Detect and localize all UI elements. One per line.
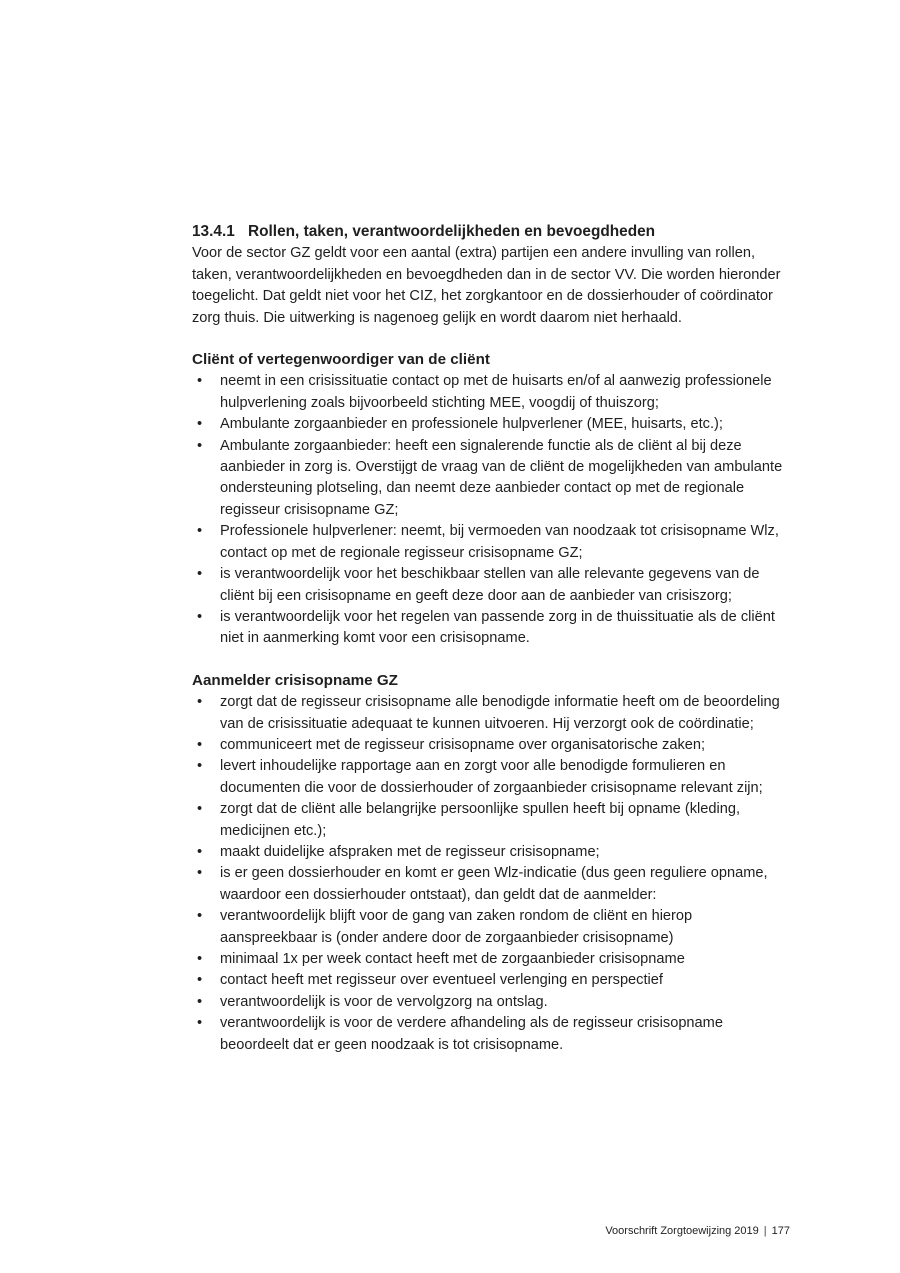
bullet-item: • is verantwoordelijk voor het beschikbaar stellen van alle relevante gegevens van de cliënt bij een crisisopname en geeft deze door aan de aanbieder van crisiszorg; (192, 564, 792, 607)
footer-separator: | (763, 1225, 767, 1237)
bullet-item: • verantwoordelijk is voor de verdere afhandeling als de regisseur crisisopname beoordeelt dat er geen noodzaak is tot crisisopname. (192, 1013, 792, 1056)
bullet-list (192, 692, 792, 1056)
bullet-list (192, 371, 792, 649)
page-footer (605, 1224, 790, 1238)
bullet-item: • zorgt dat de regisseur crisisopname alle benodigde informatie heeft om de beoordeling van de crisissituatie adequaat te kunnen uitvoeren. Hij verzorgt ook de coördinatie; (192, 692, 792, 735)
document-content (192, 221, 792, 1056)
bullet-item: • zorgt dat de cliënt alle belangrijke persoonlijke spullen heeft bij opname (kleding, medicijnen etc.); (192, 799, 792, 842)
bullet-item: • levert inhoudelijke rapportage aan en zorgt voor alle benodigde formulieren en documenten die voor de dossierhouder of zorgaanbieder crisisopname relevant zijn; (192, 756, 792, 799)
content-section (192, 670, 792, 1056)
bullet-item: • contact heeft met regisseur over eventueel verlenging en perspectief (192, 970, 792, 991)
bullet-item: • verantwoordelijk is voor de vervolgzorg na ontslag. (192, 992, 792, 1013)
bullet-item: • maakt duidelijke afspraken met de regisseur crisisopname; (192, 842, 792, 863)
content-section (192, 349, 792, 650)
bullet-item: • minimaal 1x per week contact heeft met de zorgaanbieder crisisopname (192, 949, 792, 970)
bullet-item: • Ambulante zorgaanbieder en professionele hulpverlener (MEE, huisarts, etc.); (192, 414, 792, 435)
bullet-item: • verantwoordelijk blijft voor de gang van zaken rondom de cliënt en hierop aanspreekbaar is (onder andere door de zorgaanbieder crisisopname) (192, 906, 792, 949)
bullet-item: • is verantwoordelijk voor het regelen van passende zorg in de thuissituatie als de cliënt niet in aanmerking komt voor een crisisopname. (192, 607, 792, 650)
section-title: Aanmelder crisisopname GZ (192, 671, 398, 689)
bullet-item: • Ambulante zorgaanbieder: heeft een signalerende functie als de cliënt al bij deze aanbieder in zorg is. Overstijgt de vraag van de cliënt de mogelijkheden van ambulante ondersteuning plotseling, dan neemt deze aanbieder contact op met de regionale regisseur crisisopname GZ; (192, 436, 792, 522)
bullet-item: • is er geen dossierhouder en komt er geen Wlz-indicatie (dus geen reguliere opname, waardoor een dossierhouder ontstaat), dan geldt dat de aanmelder: (192, 863, 792, 906)
footer-page-number: 177 (771, 1225, 790, 1237)
bullet-item: • communiceert met de regisseur crisisopname over organisatorische zaken; (192, 735, 792, 756)
intro-paragraph: Voor de sector GZ geldt voor een aantal (extra) partijen een andere invulling van rollen, taken, verantwoordelijkheden en bevoegdheden dan in de sector VV. Die worden hieronder toegelicht. Dat geldt niet voor het CIZ, het zorgkantoor en de dossierhouder of coördinator zorg thuis. Die uitwerking is nagenoeg gelijk en wordt daarom niet herhaald. (192, 245, 781, 326)
footer-doc-title: Voorschrift Zorgtoewijzing 2019 (605, 1225, 759, 1237)
bullet-item: • Professionele hulpverlener: neemt, bij vermoeden van noodzaak tot crisisopname Wlz, contact op met de regionale regisseur crisisopname GZ; (192, 521, 792, 564)
bullet-item: • neemt in een crisissituatie contact op met de huisarts en/of al aanwezig professionele hulpverlening zoals bijvoorbeeld stichting MEE, voogdij of thuiszorg; (192, 371, 792, 414)
heading-title: Rollen, taken, verantwoordelijkheden en bevoegdheden (248, 223, 656, 240)
heading-number: 13.4.1 (192, 223, 235, 240)
section-title: Cliënt of vertegenwoordiger van de cliënt (192, 351, 490, 369)
section-number-heading (192, 221, 792, 242)
sections-container (192, 349, 792, 1056)
